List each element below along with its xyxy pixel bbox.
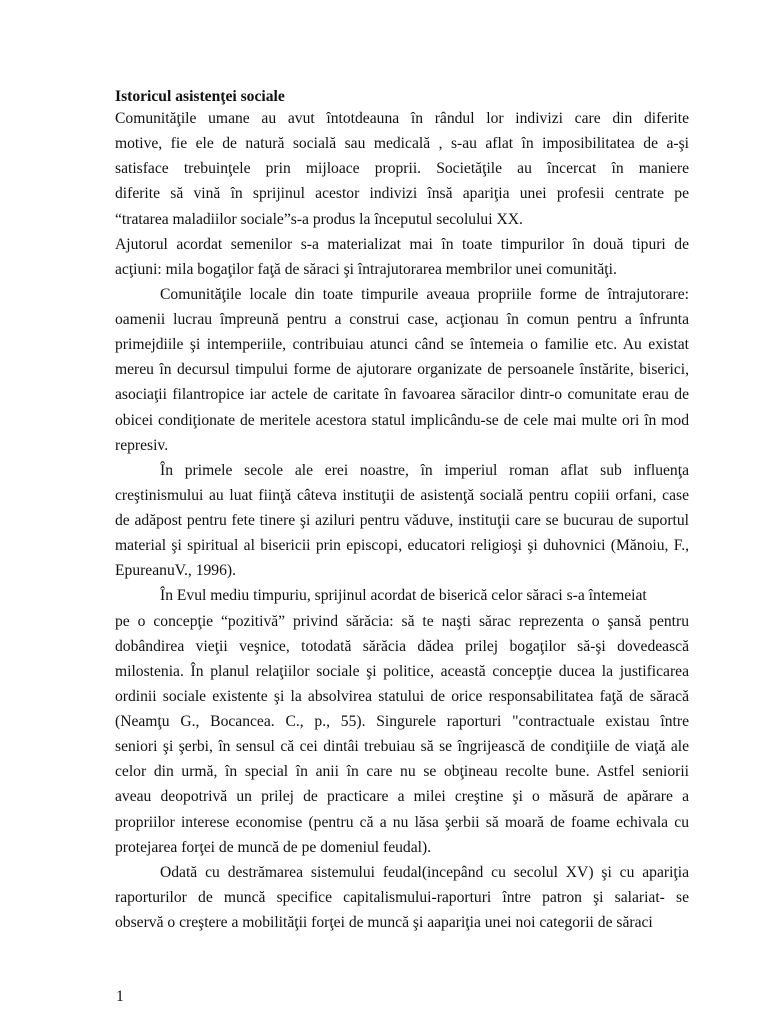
- text-line: milostenia. În planul relaţiilor sociale şi politice, această concepţie ducea la justificarea: [115, 662, 689, 680]
- text-line: aveau deopotrivă un prilej de practicare a milei creştine şi o măsură de apărare a: [115, 788, 689, 806]
- text-line: represiv.: [115, 436, 169, 454]
- text-line: protejarea forţei de muncă de pe domeniul feudal).: [115, 838, 432, 856]
- text-line: acţiuni: mila bogaţilor faţă de săraci şi întrajutorarea membrilor unei comunităţi.: [115, 260, 617, 278]
- text-line: celor din urmă, în special în anii în care nu se obţineau recolte bune. Astfel seniorii: [115, 763, 689, 781]
- paragraph: [115, 583, 689, 859]
- text-line: de adăpost pentru fete tinere şi aziluri pentru văduve, instituţii care se bucurau de suportul: [115, 512, 689, 529]
- text-line: “tratarea maladiilor sociale”s-a produs la începutul secolului XX.: [115, 210, 523, 228]
- document-body: [115, 106, 689, 935]
- text-line: În primele secole ale erei noastre, în imperiul roman aflat sub influenţa: [160, 461, 689, 479]
- page-number: 1: [116, 988, 124, 1005]
- text-line: propriilor interese economise (pentru că a nu lăsa şerbii să moară de foame echivala cu: [115, 813, 689, 831]
- text-line: dobândirea vieţii veşnice, totodată sărăcia dădea prilej bogaţilor să-şi dovedească: [115, 637, 689, 655]
- text-line: raporturilor de muncă specifice capitalismului-raporturi între patron şi salariat- se: [115, 888, 689, 906]
- text-line: creştinismului au luat fiinţă câteva instituţii de asistenţă socială pentru copiii orfani, case: [115, 486, 689, 504]
- text-line: seniori şi şerbi, în sensul că cei dintâi trebuiau să se îngrijească de condiţiile de viaţă ale: [115, 738, 689, 756]
- paragraph: [115, 458, 689, 584]
- text-line: diferite să vină în sprijinul acestor indivizi însă apariţia unei profesii centrate pe: [115, 185, 689, 203]
- text-line: material şi spiritual al bisericii prin episcopi, educatori religioşi şi duhovnici (Mănoiu, F.,: [115, 537, 689, 555]
- paragraph: [115, 106, 689, 232]
- text-line: motive, fie ele de natură socială sau medicală , s-au aflat în imposibilitatea de a-şi: [115, 135, 689, 153]
- paragraph: [115, 860, 689, 935]
- text-line: mereu în decursul timpului forme de ajutorare organizate de persoanele înstărite, biserici,: [115, 361, 689, 379]
- text-line: primejdiile şi intemperiile, contribuiau atunci când se întemeia o familie etc. Au existat: [115, 336, 689, 354]
- text-line: Ajutorul acordat semenilor s-a materializat mai în toate timpurilor în două tipuri de: [115, 235, 689, 253]
- text-line: oamenii lucrau împreună pentru a construi case, acţionau în comun pentru a înfrunta: [115, 311, 689, 328]
- text-line: pe o concepţie “pozitivă” privind sărăcia: să te naşti sărac reprezenta o şansă pentru: [115, 612, 689, 630]
- text-line: Comunităţile locale din toate timpurile aveaua propriile forme de întrajutorare:: [160, 285, 689, 303]
- text-line: asociaţii filantropice iar actele de caritate în favoarea săracilor dintr-o comunitate erau de: [115, 386, 689, 404]
- text-line: EpureanuV., 1996).: [115, 562, 236, 580]
- text-line: obicei condiţionate de meritele acestora statul implicându-se de cele mai multe ori în mod: [115, 411, 689, 429]
- text-line: Comunităţile umane au avut întotdeauna în rândul lor indivizi care din diferite: [115, 110, 689, 127]
- text-line: satisface trebuinţele prin mijloace proprii. Societăţile au încercat în maniere: [115, 160, 689, 178]
- text-line: (Neamţu G., Bocancea. C., p., 55). Singurele raporturi "contractuale existau între: [115, 713, 689, 730]
- text-line: ordinii sociale existente şi la absolvirea statului de orice responsabilitatea faţă de săracă: [115, 687, 689, 705]
- text-line: observă o creştere a mobilităţii forţei de muncă şi aapariţia unei noi categorii de săraci: [115, 914, 653, 931]
- document-title: Istoricul asistenţei sociale: [115, 88, 285, 105]
- paragraph: [115, 282, 689, 458]
- paragraph: [115, 232, 689, 282]
- text-line: Odată cu destrămarea sistemului feudal(incepând cu secolul XV) şi cu apariţia: [160, 863, 689, 881]
- text-line: În Evul mediu timpuriu, sprijinul acordat de biserică celor săraci s-a întemeiat: [160, 587, 647, 605]
